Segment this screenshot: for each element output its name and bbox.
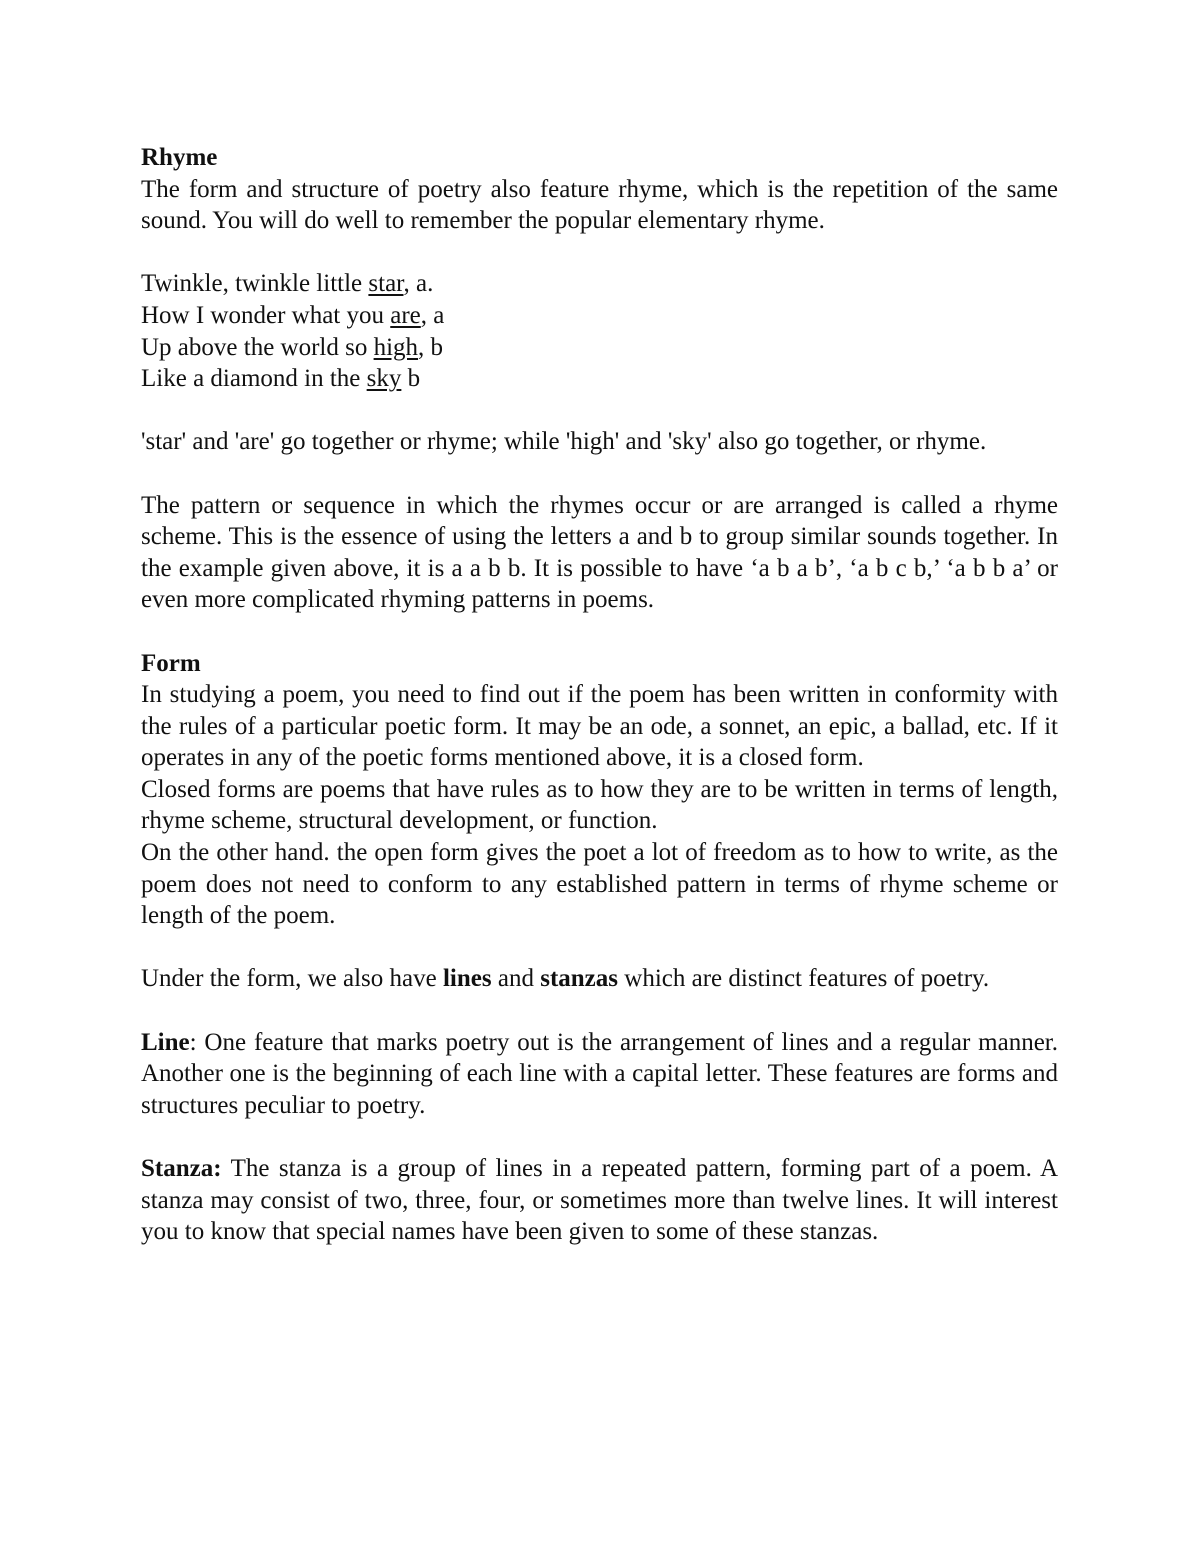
rhyme-explanation: 'star' and 'are' go together or rhyme; while 'high' and 'sky' also go together, or rhyme. (141, 428, 987, 456)
rhyme-word: star (368, 270, 404, 298)
rhyme-word: are (390, 301, 421, 329)
spacer (141, 237, 1058, 269)
form-under-paragraph: Under the form, we also have lines and stanzas which are distinct features of poetry. (141, 965, 990, 993)
form-heading: Form (141, 649, 201, 677)
stanza-paragraph: Stanza: The stanza is a group of lines in a repeated pattern, forming part of a poem. A stanza may consist of two, three, four, or sometimes more than twelve lines. It will interest you to know that special names have been given to some of these stanzas. (141, 1155, 1058, 1246)
spacer (141, 995, 1058, 1027)
poem-line: How I wonder what you are, a (141, 301, 445, 329)
line-term: Line (141, 1028, 190, 1056)
poem-line: Twinkle, twinkle little star, a. (141, 270, 434, 298)
poem-line: Like a diamond in the sky b (141, 365, 421, 393)
spacer (141, 932, 1058, 964)
spacer (141, 1121, 1058, 1153)
term-stanzas: stanzas (540, 965, 619, 993)
rhyme-heading: Rhyme (141, 144, 218, 171)
spacer (141, 458, 1058, 490)
spacer (141, 616, 1058, 648)
document-page (141, 142, 1058, 1248)
rhyme-word: sky (366, 365, 402, 393)
form-paragraph-3: On the other hand. the open form gives the poet a lot of freedom as to how to write, as the poem does not need to conform to any established pattern in terms of rhyme scheme or length of the poem. (141, 839, 1058, 930)
poem-line: Up above the world so high, b (141, 333, 444, 361)
rhyme-scheme-paragraph: The pattern or sequence in which the rhymes occur or are arranged is called a rhyme scheme. This is the essence of using the letters a and b to group similar sounds together. In the example given above, it is a a b b. It is possible to have ‘a b a b’, ‘a b c b,’ ‘a b b a’ or even more complicated rhyming patterns in poems. (141, 491, 1058, 614)
spacer (141, 395, 1058, 427)
line-paragraph: Line: One feature that marks poetry out is the arrangement of lines and a regular manner. Another one is the beginning of each line with a capital letter. These features are forms and structures peculiar to poetry. (141, 1028, 1058, 1119)
form-paragraph-1: In studying a poem, you need to find out if the poem has been written in conformity with the rules of a particular poetic form. It may be an ode, a sonnet, an epic, a ballad, etc. If it operates in any of the poetic forms mentioned above, it is a closed form. (141, 681, 1058, 772)
poem-example (141, 268, 1058, 394)
term-lines: lines (442, 965, 492, 993)
stanza-term: Stanza: (141, 1155, 222, 1182)
rhyme-word: high (373, 333, 419, 361)
form-paragraph-2: Closed forms are poems that have rules as to how they are to be written in terms of length, rhyme scheme, structural development, or function. (141, 775, 1058, 835)
rhyme-intro: The form and structure of poetry also feature rhyme, which is the repetition of the same sound. You will do well to remember the popular elementary rhyme. (141, 175, 1058, 235)
